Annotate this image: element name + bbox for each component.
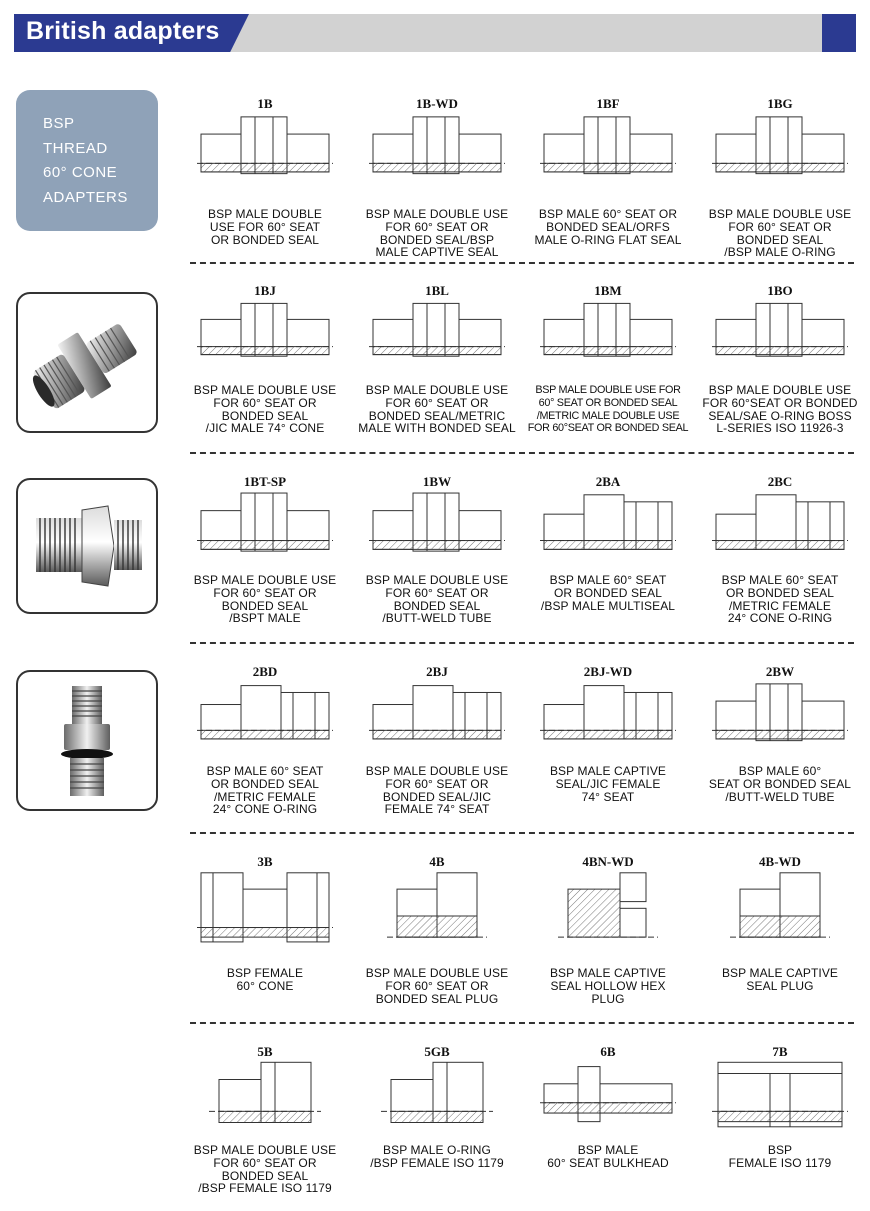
fitting-code: 2BJ: [426, 664, 448, 679]
description-line: MALE O-RING FLAT SEAL: [534, 232, 682, 247]
fitting-drawing: [195, 110, 335, 201]
fitting-description: [346, 967, 528, 1005]
fitting-description: [174, 384, 356, 435]
fitting-code: 1BT-SP: [243, 474, 287, 489]
fitting-description: [517, 574, 699, 612]
oring-adapter-photo: [16, 670, 158, 811]
description-line: BONDED SEAL/METRIC: [368, 408, 506, 423]
description-line: BONDED SEAL: [221, 408, 309, 423]
description-line: 74° SEAT: [581, 789, 635, 804]
fitting-code: 2BD: [252, 664, 278, 679]
description-line: FOR 60° SEAT OR: [728, 219, 832, 234]
description-line: 60° CONE: [236, 978, 294, 993]
fitting-description: [174, 574, 356, 625]
description-line: BSP MALE DOUBLE USE: [365, 383, 509, 397]
row-divider: [190, 832, 854, 834]
label-line: BSP: [43, 115, 75, 132]
fitting-drawing: [195, 1058, 335, 1149]
fitting-description: [517, 208, 699, 246]
description-line: FOR 60° SEAT OR: [385, 978, 489, 993]
description-line: /BSP MALE MULTISEAL: [540, 598, 676, 613]
fitting-description: [346, 208, 528, 259]
description-line: FOR 60°SEAT OR BONDED: [702, 395, 858, 410]
description-line: BSP MALE 60° SEAT: [721, 573, 839, 587]
description-line: BONDED SEAL: [221, 598, 309, 613]
row-divider: [190, 1022, 854, 1024]
fitting-description: [174, 208, 356, 246]
description-line: /METRIC FEMALE: [728, 598, 832, 613]
fitting-description: [346, 1144, 528, 1170]
fitting-drawing: [710, 110, 850, 201]
description-line: SEAL/JIC FEMALE: [555, 776, 661, 791]
fitting-code: 2BW: [765, 664, 795, 679]
description-line: FOR 60° SEAT OR: [385, 219, 489, 234]
description-line: BSP MALE DOUBLE USE: [708, 383, 852, 397]
description-line: /JIC MALE 74° CONE: [205, 421, 325, 436]
description-line: MALE WITH BONDED SEAL: [358, 421, 516, 436]
fitting-code: 6B: [600, 1044, 616, 1059]
fitting-drawing: [367, 486, 507, 579]
fitting-code: 2BJ-WD: [583, 664, 633, 679]
description-line: BSP MALE O-RING: [383, 1143, 491, 1157]
fitting-drawing: [195, 297, 335, 382]
description-line: MALE CAPTIVE SEAL: [375, 245, 499, 260]
description-line: USE FOR 60° SEAT: [209, 219, 321, 234]
description-line: /BSPT MALE: [229, 611, 301, 626]
fitting-code: 5B: [257, 1044, 273, 1059]
description-line: BSP MALE DOUBLE USE: [365, 764, 509, 778]
description-line: PLUG: [591, 991, 625, 1006]
description-line: FOR 60° SEAT OR: [385, 585, 489, 600]
description-line: BSP MALE: [577, 1143, 639, 1157]
description-line: BSP MALE 60° SEAT: [549, 573, 667, 587]
fitting-code: 2BC: [767, 474, 793, 489]
description-line: 24° CONE O-RING: [212, 802, 318, 817]
description-line: BONDED SEAL: [736, 232, 824, 247]
fitting-drawing: [710, 677, 850, 768]
description-line: SEAT OR BONDED SEAL: [708, 776, 852, 791]
description-line: BONDED SEAL/BSP: [379, 232, 495, 247]
description-line: BSP: [767, 1143, 793, 1157]
description-line: /BUTT-WELD TUBE: [382, 611, 492, 626]
description-line: BSP MALE DOUBLE USE: [193, 573, 337, 587]
description-line: FOR 60° SEAT OR: [385, 395, 489, 410]
description-line: BSP MALE DOUBLE USE: [708, 207, 852, 221]
description-line: 60° SEAT BULKHEAD: [547, 1155, 669, 1170]
description-line: BONDED SEAL: [393, 598, 481, 613]
description-line: BSP MALE 60° SEAT OR: [538, 207, 678, 221]
fitting-description: [346, 384, 528, 435]
description-line: /METRIC FEMALE: [213, 789, 317, 804]
fitting-description: [517, 765, 699, 803]
description-line: /BSP FEMALE ISO 1179: [198, 1181, 332, 1196]
fitting-drawing: [195, 677, 335, 768]
fitting-drawing: [367, 868, 507, 969]
description-line: L-SERIES ISO 11926-3: [716, 421, 844, 436]
fitting-drawing: [538, 868, 678, 969]
description-line: FEMALE 74° SEAT: [384, 802, 490, 817]
fitting-drawing: [367, 297, 507, 382]
fitting-code: 4B: [429, 854, 445, 869]
description-line: BSP MALE DOUBLE USE: [193, 1143, 337, 1157]
fitting-description: [346, 765, 528, 816]
description-line: FOR 60° SEAT OR: [213, 395, 317, 410]
description-line: BSP MALE CAPTIVE: [549, 966, 667, 980]
description-line: BSP MALE DOUBLE: [208, 207, 322, 221]
description-line: BSP MALE DOUBLE USE: [365, 207, 509, 221]
description-line: /METRIC MALE DOUBLE USE: [536, 409, 680, 422]
fitting-description: [689, 574, 870, 625]
fitting-description: [689, 1144, 870, 1170]
description-line: OR BONDED SEAL: [210, 232, 320, 247]
fitting-description: [517, 1144, 699, 1170]
threaded-nipple-photo: [16, 478, 158, 614]
description-line: FEMALE ISO 1179: [728, 1155, 832, 1170]
fitting-drawing: [538, 486, 678, 579]
row-divider: [190, 642, 854, 644]
description-line: 60° SEAT OR BONDED SEAL: [538, 396, 678, 409]
description-line: BONDED SEAL/ORFS: [546, 219, 670, 234]
fitting-drawing: [710, 868, 850, 969]
fitting-drawing: [367, 1058, 507, 1149]
thread-type-label: [16, 90, 158, 231]
description-line: BONDED SEAL PLUG: [375, 991, 499, 1006]
description-line: BONDED SEAL: [221, 1168, 309, 1183]
description-line: BONDED SEAL/JIC: [382, 789, 492, 804]
label-line: THREAD: [43, 139, 108, 157]
fitting-description: [517, 967, 699, 1005]
description-line: FOR 60° SEAT OR: [213, 585, 317, 600]
description-line: BSP MALE CAPTIVE: [549, 764, 667, 778]
row-divider: [190, 452, 854, 454]
fitting-code: 1B-WD: [416, 96, 458, 111]
description-line: BSP MALE 60° SEAT: [206, 764, 324, 778]
fitting-code: 4B-WD: [759, 854, 801, 869]
fitting-description: [689, 208, 870, 259]
fitting-drawing: [710, 297, 850, 382]
fitting-code: 2BA: [595, 474, 621, 489]
description-line: SEAL PLUG: [746, 978, 814, 993]
description-line: BSP MALE DOUBLE USE: [365, 573, 509, 587]
label-line: ADAPTERS: [43, 188, 128, 206]
description-line: FOR 60° SEAT OR: [385, 776, 489, 791]
description-line: /BSP MALE O-RING: [724, 245, 836, 260]
description-line: BSP MALE DOUBLE USE: [365, 966, 509, 980]
fitting-description: [689, 765, 870, 803]
fitting-drawing: [195, 868, 335, 969]
description-line: FOR 60°SEAT OR BONDED SEAL: [527, 422, 689, 435]
fitting-code: 4BN-WD: [582, 854, 634, 869]
description-line: /BSP FEMALE ISO 1179: [370, 1155, 504, 1170]
fitting-code: 1BO: [767, 283, 793, 298]
description-line: OR BONDED SEAL: [553, 585, 663, 600]
straight-adapter-photo: [16, 292, 158, 433]
fitting-drawing: [195, 486, 335, 579]
fitting-drawing: [538, 110, 678, 201]
page-title: British adapters: [26, 17, 220, 45]
description-line: OR BONDED SEAL: [210, 776, 320, 791]
description-line: BSP MALE DOUBLE USE FOR: [535, 384, 681, 396]
row-divider: [190, 262, 854, 264]
fitting-code: 7B: [772, 1044, 788, 1059]
fitting-description: [689, 384, 870, 435]
fitting-code: 1BL: [425, 283, 449, 298]
description-line: BSP MALE DOUBLE USE: [193, 383, 337, 397]
fitting-description: [689, 967, 870, 993]
fitting-description: [174, 1144, 356, 1195]
fitting-code: 1BM: [594, 283, 622, 298]
fitting-description: [174, 765, 356, 816]
fitting-description: [517, 384, 699, 435]
fitting-description: [174, 967, 356, 993]
fitting-code: 3B: [257, 854, 273, 869]
fitting-drawing: [538, 677, 678, 768]
header-accent-square: [822, 14, 856, 52]
fitting-drawing: [538, 297, 678, 382]
label-line: 60° CONE: [43, 164, 118, 181]
fitting-drawing: [710, 1058, 850, 1149]
fitting-code: 1BJ: [254, 283, 276, 298]
description-line: SEAL HOLLOW HEX: [550, 978, 666, 993]
description-line: BSP FEMALE: [226, 966, 304, 980]
fitting-description: [346, 574, 528, 625]
fitting-drawing: [367, 110, 507, 201]
header-banner: [14, 14, 856, 52]
description-line: FOR 60° SEAT OR: [213, 1155, 317, 1170]
fitting-drawing: [367, 677, 507, 768]
description-line: OR BONDED SEAL: [725, 585, 835, 600]
fitting-code: 1B: [257, 96, 273, 111]
description-line: SEAL/SAE O-RING BOSS: [708, 408, 852, 423]
fitting-code: 1BG: [767, 96, 793, 111]
fitting-drawing: [538, 1058, 678, 1149]
description-line: 24° CONE O-RING: [727, 611, 833, 626]
description-line: /BUTT-WELD TUBE: [725, 789, 835, 804]
fitting-code: 1BW: [422, 474, 452, 489]
fitting-drawing: [710, 486, 850, 579]
description-line: BSP MALE CAPTIVE: [721, 966, 839, 980]
description-line: BSP MALE 60°: [738, 764, 822, 778]
fitting-code: 5GB: [424, 1044, 450, 1059]
fitting-code: 1BF: [596, 96, 620, 111]
